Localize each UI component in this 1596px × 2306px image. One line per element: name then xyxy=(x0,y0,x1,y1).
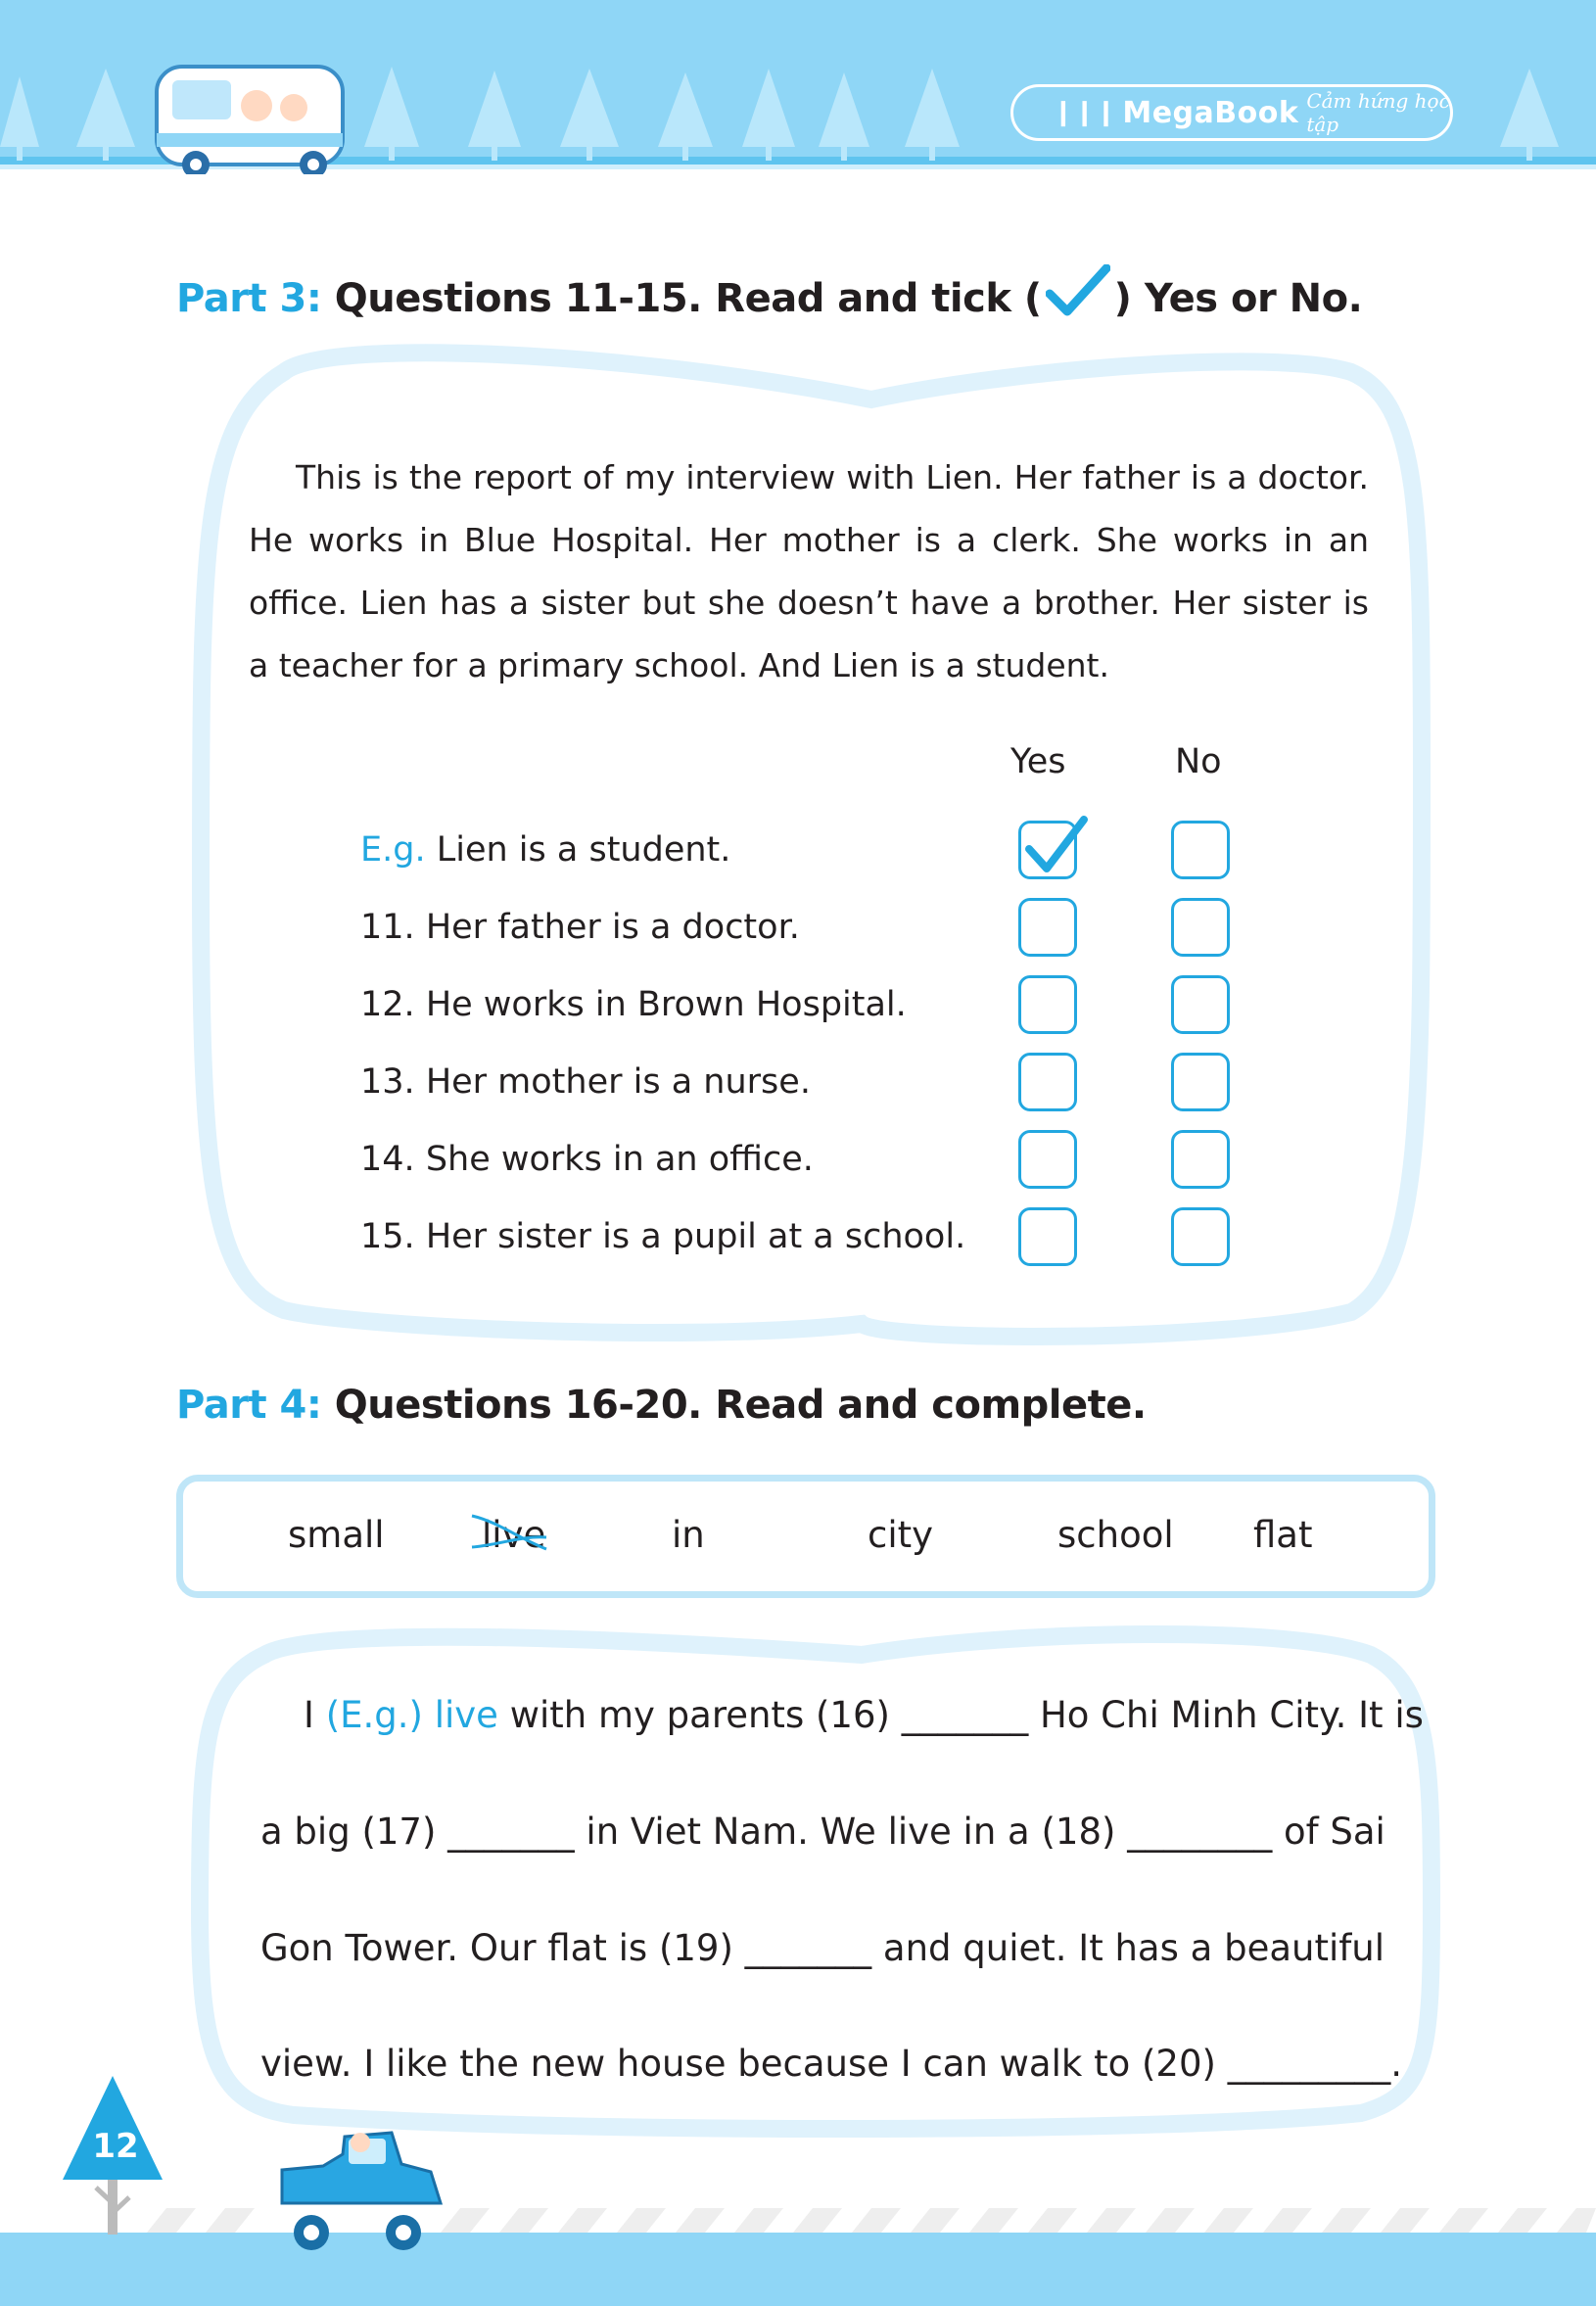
question-13-yes-checkbox[interactable] xyxy=(1018,1053,1077,1111)
question-11-no-checkbox[interactable] xyxy=(1171,898,1230,957)
road-stripes xyxy=(147,2208,1596,2233)
question-14-yes-checkbox[interactable] xyxy=(1018,1130,1077,1189)
question-11-yes-checkbox[interactable] xyxy=(1018,898,1077,957)
example-no-checkbox[interactable] xyxy=(1171,821,1230,879)
word-bank-city: city xyxy=(868,1514,934,1556)
word-bank-live: live xyxy=(482,1514,546,1556)
question-13-no-checkbox[interactable] xyxy=(1171,1053,1230,1111)
yes-column-header: Yes xyxy=(1010,742,1066,781)
example-text: Lien is a student. xyxy=(436,830,731,870)
tick-icon xyxy=(1019,810,1090,880)
question-15-number: 15. xyxy=(360,1217,415,1256)
question-15-row xyxy=(360,1207,965,1266)
part4-instruction: Questions 16-20. Read and complete. xyxy=(334,1383,1147,1428)
brand-tagline: Cảm hứng học tập xyxy=(1306,89,1450,136)
question-11-number: 11. xyxy=(360,908,415,947)
line1-example: (E.g.) live xyxy=(325,1694,498,1736)
question-12-yes-checkbox[interactable] xyxy=(1018,975,1077,1034)
line1-end: with my parents (16) _______ Ho Chi Minh City. It is xyxy=(509,1694,1424,1736)
example-yes-checkbox[interactable] xyxy=(1018,821,1077,879)
question-14-row xyxy=(360,1130,814,1189)
question-13-row xyxy=(360,1053,811,1111)
question-15-no-checkbox[interactable] xyxy=(1171,1207,1230,1266)
brand-name: MegaBook xyxy=(1122,95,1299,130)
word-bank-small: small xyxy=(288,1514,385,1556)
strikethrough-mark xyxy=(468,1508,550,1557)
fill-paragraph-line-2: a big (17) _______ in Viet Nam. We live in a (18) ________ of Sai xyxy=(260,1811,1385,1853)
question-15-text: Her sister is a pupil at a school. xyxy=(425,1217,966,1256)
question-11-text: Her father is a doctor. xyxy=(425,908,800,947)
part4-label: Part 4: xyxy=(176,1383,322,1428)
footer-background xyxy=(0,2066,1596,2306)
question-14-no-checkbox[interactable] xyxy=(1171,1130,1230,1189)
question-12-number: 12. xyxy=(360,985,415,1024)
line1-start: I xyxy=(304,1694,314,1736)
word-bank-school: school xyxy=(1057,1514,1174,1556)
no-column-header: No xyxy=(1175,742,1222,781)
question-14-text: She works in an office. xyxy=(425,1140,814,1179)
question-15-yes-checkbox[interactable] xyxy=(1018,1207,1077,1266)
word-bank-in: in xyxy=(672,1514,705,1556)
part3-instruction-start: Questions 11-15. Read and tick ( xyxy=(334,276,1042,321)
page-number: 12 xyxy=(92,2127,139,2166)
question-13-number: 13. xyxy=(360,1062,415,1102)
example-row xyxy=(360,821,730,879)
question-12-text: He works in Brown Hospital. xyxy=(425,985,907,1024)
part4-heading xyxy=(176,1383,1147,1428)
part3-passage: This is the report of my interview with Lien. Her father is a doctor. He works in Blue Hospital. Her mother is a clerk. She works in an office. Lien has a sister but she doesn’t have a brother. Her sister is a teacher for a primary school. And Lien is a student. xyxy=(249,458,1369,684)
question-12-no-checkbox[interactable] xyxy=(1171,975,1230,1034)
part3-label: Part 3: xyxy=(176,276,322,321)
question-12-row xyxy=(360,975,907,1034)
fill-paragraph-line-4: view. I like the new house because I can walk to (20) _________. xyxy=(260,2043,1402,2085)
part3-instruction-end: ) Yes or No. xyxy=(1113,276,1363,321)
question-14-number: 14. xyxy=(360,1140,415,1179)
word-bank-flat: flat xyxy=(1253,1514,1313,1556)
brand-logo-icon: ❙❙❙ xyxy=(1053,98,1117,127)
example-prefix: E.g. xyxy=(360,830,426,870)
fill-paragraph-line-3: Gon Tower. Our flat is (19) _______ and quiet. It has a beautiful xyxy=(260,1927,1385,1969)
fill-paragraph-line-1 xyxy=(304,1686,1424,1745)
question-11-row xyxy=(360,898,800,957)
question-13-text: Her mother is a nurse. xyxy=(425,1062,811,1102)
